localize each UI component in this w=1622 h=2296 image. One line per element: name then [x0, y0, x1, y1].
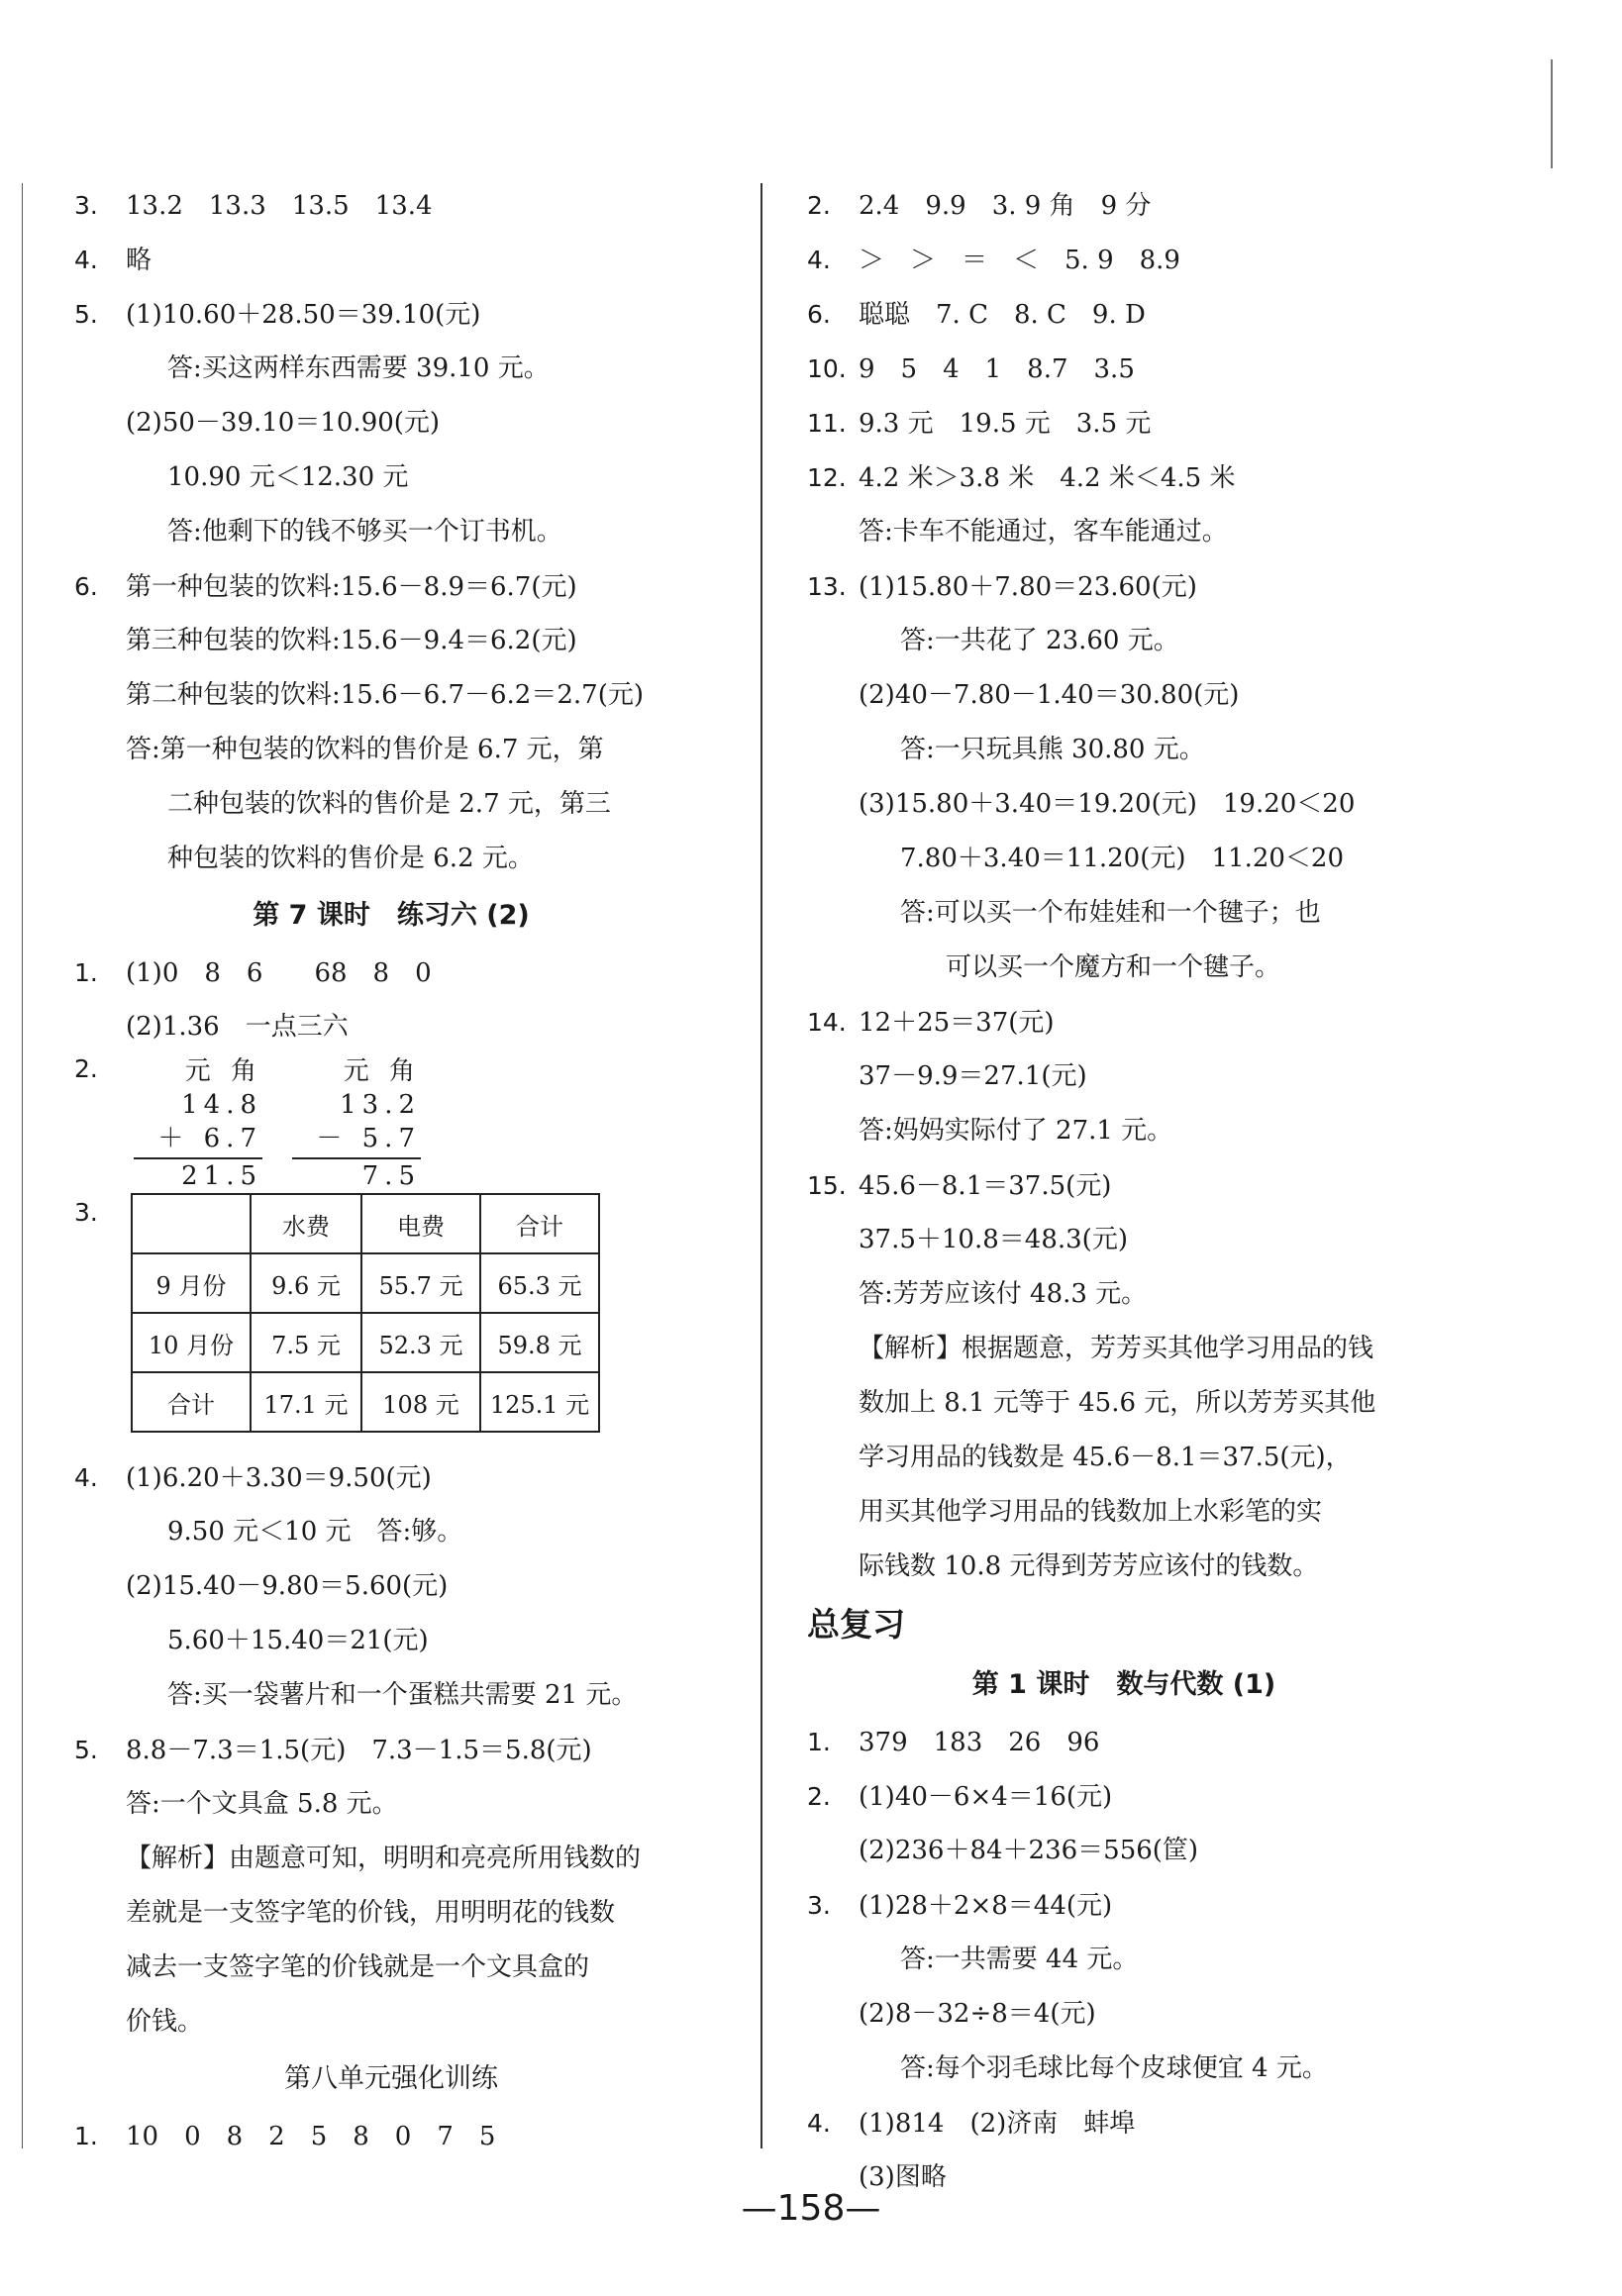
answer-line	[807, 559, 1441, 614]
scan-edge-mark	[1551, 59, 1553, 168]
analysis-line: 用买其他学习用品的钱数加上水彩笔的实	[859, 1497, 1323, 1527]
answer-line: 答:他剩下的钱不够买一个订书机。	[167, 517, 562, 547]
answer-line: 可以买一个魔方和一个毽子。	[946, 952, 1281, 982]
answer-line: 答:可以买一个布娃娃和一个毽子；也	[900, 898, 1321, 928]
answer-text: ＞ ＞ ＝ ＜ 5. 9 8.9	[859, 246, 1180, 275]
section-heading: 第 1 课时 数与代数 (1)	[971, 1669, 1276, 1700]
answer-line	[74, 559, 708, 614]
analysis-line: 数加上 8.1 元等于 45.6 元，所以芳芳买其他	[859, 1388, 1376, 1418]
operand-row: － 5.7	[316, 1124, 421, 1153]
answer-line: (2)236＋84＋236＝556(筐)	[859, 1836, 1199, 1865]
question-number: 1.	[74, 2122, 98, 2150]
operand-row: 13.2	[340, 1090, 421, 1120]
fee-table-block	[74, 1193, 708, 1450]
answer-line	[74, 2109, 708, 2163]
table-row	[132, 1372, 599, 1432]
answer-line: (2)50－39.10＝10.90(元)	[126, 408, 441, 438]
answer-text: 2.4 9.9 3. 9 角 9 分	[859, 191, 1152, 221]
left-margin-rule	[22, 183, 23, 2148]
answer-line: 10.90 元＜12.30 元	[167, 462, 409, 492]
answer-line	[807, 1715, 1441, 1769]
vertical-addition	[134, 1054, 262, 1193]
result-row: 7.5	[361, 1161, 421, 1191]
answer-text: 379 183 26 96	[859, 1728, 1100, 1757]
table-cell	[132, 1194, 251, 1253]
answer-line: 答:第一种包装的饮料的售价是 6.7 元，第	[126, 735, 604, 764]
table-cell: 7.5 元	[251, 1313, 361, 1372]
question-number: 4.	[74, 246, 98, 274]
question-number: 3.	[74, 191, 98, 220]
analysis-line: 减去一支签字笔的价钱就是一个文具盒的	[126, 1952, 590, 1982]
answer-line	[807, 233, 1441, 287]
analysis-line: 【解析】由题意可知，明明和亮亮所用钱数的	[126, 1844, 642, 1873]
vertical-calculation	[74, 1054, 708, 1193]
analysis-line: 际钱数 10.8 元得到芳芳应该付的钱数。	[859, 1551, 1319, 1581]
answer-line: 答:芳芳应该付 48.3 元。	[859, 1279, 1148, 1309]
answer-line	[74, 233, 708, 287]
answer-text: 45.6－8.1＝37.5(元)	[859, 1171, 1112, 1201]
answer-line	[807, 2096, 1441, 2150]
unit-header: 元 角	[343, 1056, 421, 1086]
answer-line	[807, 287, 1441, 342]
unit-header: 元 角	[184, 1056, 262, 1086]
question-number: 3.	[807, 1891, 831, 1920]
answer-line: 答:每个羽毛球比每个皮球便宜 4 元。	[900, 2053, 1328, 2083]
analysis-line: 【解析】根据题意，芳芳买其他学习用品的钱	[859, 1334, 1374, 1363]
answer-line: (3)图略	[859, 2162, 947, 2192]
answer-text: 9.3 元 19.5 元 3.5 元	[859, 409, 1152, 439]
answer-line: (2)1.36 一点三六	[126, 1012, 349, 1042]
answer-text: 第一种包装的饮料:15.6－8.9＝6.7(元)	[126, 572, 577, 602]
vertical-subtraction	[292, 1054, 421, 1193]
answer-text: 9 5 4 1 8.7 3.5	[859, 354, 1135, 384]
operand-row: ＋ 6.7	[157, 1124, 262, 1153]
operand-row: 14.8	[181, 1090, 262, 1120]
answer-line: 二种包装的饮料的售价是 2.7 元，第三	[167, 789, 611, 819]
answer-line: 第三种包装的饮料:15.6－9.4＝6.2(元)	[126, 626, 577, 655]
section-heading: 第 7 课时 练习六 (2)	[253, 900, 530, 931]
question-number: 11.	[807, 409, 847, 438]
table-cell: 9 月份	[132, 1253, 251, 1313]
answer-text: 聪聪 7. C 8. C 9. D	[859, 300, 1146, 330]
question-number: 2.	[74, 1054, 98, 1083]
answer-line	[74, 1450, 708, 1505]
answer-text: 4.2 米＞3.8 米 4.2 米＜4.5 米	[859, 463, 1236, 493]
table-cell: 合计	[132, 1372, 251, 1432]
table-header-row	[132, 1194, 599, 1253]
question-number: 2.	[807, 1782, 831, 1811]
answer-line	[74, 287, 708, 342]
table-cell: 合计	[480, 1194, 599, 1253]
answer-line: 答:一共花了 23.60 元。	[900, 626, 1179, 655]
question-number: 1.	[807, 1728, 831, 1756]
question-number: 5.	[74, 1736, 98, 1764]
question-number: 6.	[74, 572, 98, 601]
answer-line: (3)15.80＋3.40＝19.20(元) 19.20＜20	[859, 789, 1356, 819]
question-number: 2.	[807, 191, 831, 220]
section-heading: 第八单元强化训练	[284, 2063, 498, 2094]
table-cell: 水费	[251, 1194, 361, 1253]
table-cell: 10 月份	[132, 1313, 251, 1372]
right-column	[807, 178, 1441, 2205]
answer-text: (1)28＋2×8＝44(元)	[859, 1891, 1113, 1921]
analysis-line: 学习用品的钱数是 45.6－8.1＝37.5(元)，	[859, 1443, 1352, 1472]
table-cell: 65.3 元	[480, 1253, 599, 1313]
answer-text: 8.8－7.3＝1.5(元) 7.3－1.5＝5.8(元)	[126, 1736, 592, 1765]
table-cell: 108 元	[361, 1372, 480, 1432]
analysis-line: 价钱。	[126, 2007, 204, 2037]
question-number: 4.	[807, 246, 831, 274]
answer-text: (1)15.80＋7.80＝23.60(元)	[859, 572, 1197, 602]
table-row	[132, 1253, 599, 1313]
question-number: 12.	[807, 463, 847, 492]
table-row	[132, 1313, 599, 1372]
answer-line	[807, 995, 1441, 1049]
analysis-line: 差就是一支签字笔的价钱，用明明花的钱数	[126, 1898, 616, 1928]
answer-text: (1)814 (2)济南 蚌埠	[859, 2109, 1136, 2139]
answer-text: 略	[126, 246, 152, 275]
answer-line: 答:一只玩具熊 30.80 元。	[900, 735, 1205, 764]
answer-line	[807, 1158, 1441, 1213]
answer-line: 答:卡车不能通过，客车能通过。	[859, 517, 1228, 547]
answer-line	[807, 178, 1441, 233]
answer-line: 9.50 元＜10 元 答:够。	[167, 1517, 463, 1547]
answer-line: 答:买一袋薯片和一个蛋糕共需要 21 元。	[167, 1680, 638, 1710]
answer-line: 答:一个文具盒 5.8 元。	[126, 1789, 398, 1819]
answer-line: 5.60＋15.40＝21(元)	[167, 1626, 429, 1655]
table-cell: 55.7 元	[361, 1253, 480, 1313]
table-cell: 59.8 元	[480, 1313, 599, 1372]
fee-table	[131, 1193, 600, 1433]
question-number: 5.	[74, 300, 98, 329]
answer-line: 7.80＋3.40＝11.20(元) 11.20＜20	[900, 844, 1345, 873]
answer-line	[74, 1723, 708, 1777]
question-number: 10.	[807, 354, 847, 383]
question-number: 1.	[74, 958, 98, 987]
table-cell: 17.1 元	[251, 1372, 361, 1432]
page-number: —158—	[741, 2188, 881, 2229]
answer-line	[74, 946, 708, 1000]
answer-line	[807, 1878, 1441, 1933]
answer-line: 37－9.9＝27.1(元)	[859, 1061, 1087, 1091]
answer-line: 答:妈妈实际付了 27.1 元。	[859, 1116, 1173, 1146]
question-number: 6.	[807, 300, 831, 329]
answer-line: 种包装的饮料的售价是 6.2 元。	[167, 844, 534, 873]
answer-line: 37.5＋10.8＝48.3(元)	[859, 1225, 1128, 1254]
answer-text: (1)0 8 6 68 8 0	[126, 958, 432, 988]
chapter-heading: 总复习	[807, 1605, 905, 1644]
answer-line	[74, 178, 708, 233]
answer-line	[807, 396, 1441, 450]
answer-line	[807, 450, 1441, 505]
question-number: 14.	[807, 1008, 847, 1037]
answer-line: 答:买这两样东西需要 39.10 元。	[167, 353, 550, 383]
question-number: 15.	[807, 1171, 847, 1200]
answer-line: 答:一共需要 44 元。	[900, 1945, 1139, 1974]
answer-text: 13.2 13.3 13.5 13.4	[126, 191, 433, 221]
answer-line: (2)40－7.80－1.40＝30.80(元)	[859, 680, 1240, 710]
left-column	[74, 178, 708, 2163]
answer-text: (1)40－6×4＝16(元)	[859, 1782, 1113, 1812]
answer-text: 10 0 8 2 5 8 0 7 5	[126, 2122, 496, 2151]
table-cell: 电费	[361, 1194, 480, 1253]
result-row: 21.5	[181, 1161, 262, 1191]
table-cell: 9.6 元	[251, 1253, 361, 1313]
question-number: 13.	[807, 572, 847, 601]
answer-line: 第二种包装的饮料:15.6－6.7－6.2＝2.7(元)	[126, 680, 644, 710]
answer-line	[807, 1769, 1441, 1824]
column-divider	[760, 183, 762, 2148]
answer-text: (1)10.60＋28.50＝39.10(元)	[126, 300, 481, 330]
answer-text: (1)6.20＋3.30＝9.50(元)	[126, 1463, 432, 1493]
answer-line: (2)15.40－9.80＝5.60(元)	[126, 1571, 449, 1601]
question-number: 3.	[74, 1198, 98, 1227]
answer-line: (2)8－32÷8＝4(元)	[859, 1999, 1096, 2029]
answer-line	[807, 342, 1441, 396]
question-number: 4.	[74, 1463, 98, 1492]
question-number: 4.	[807, 2109, 831, 2138]
table-cell: 125.1 元	[480, 1372, 599, 1432]
answer-text: 12＋25＝37(元)	[859, 1008, 1055, 1038]
table-cell: 52.3 元	[361, 1313, 480, 1372]
